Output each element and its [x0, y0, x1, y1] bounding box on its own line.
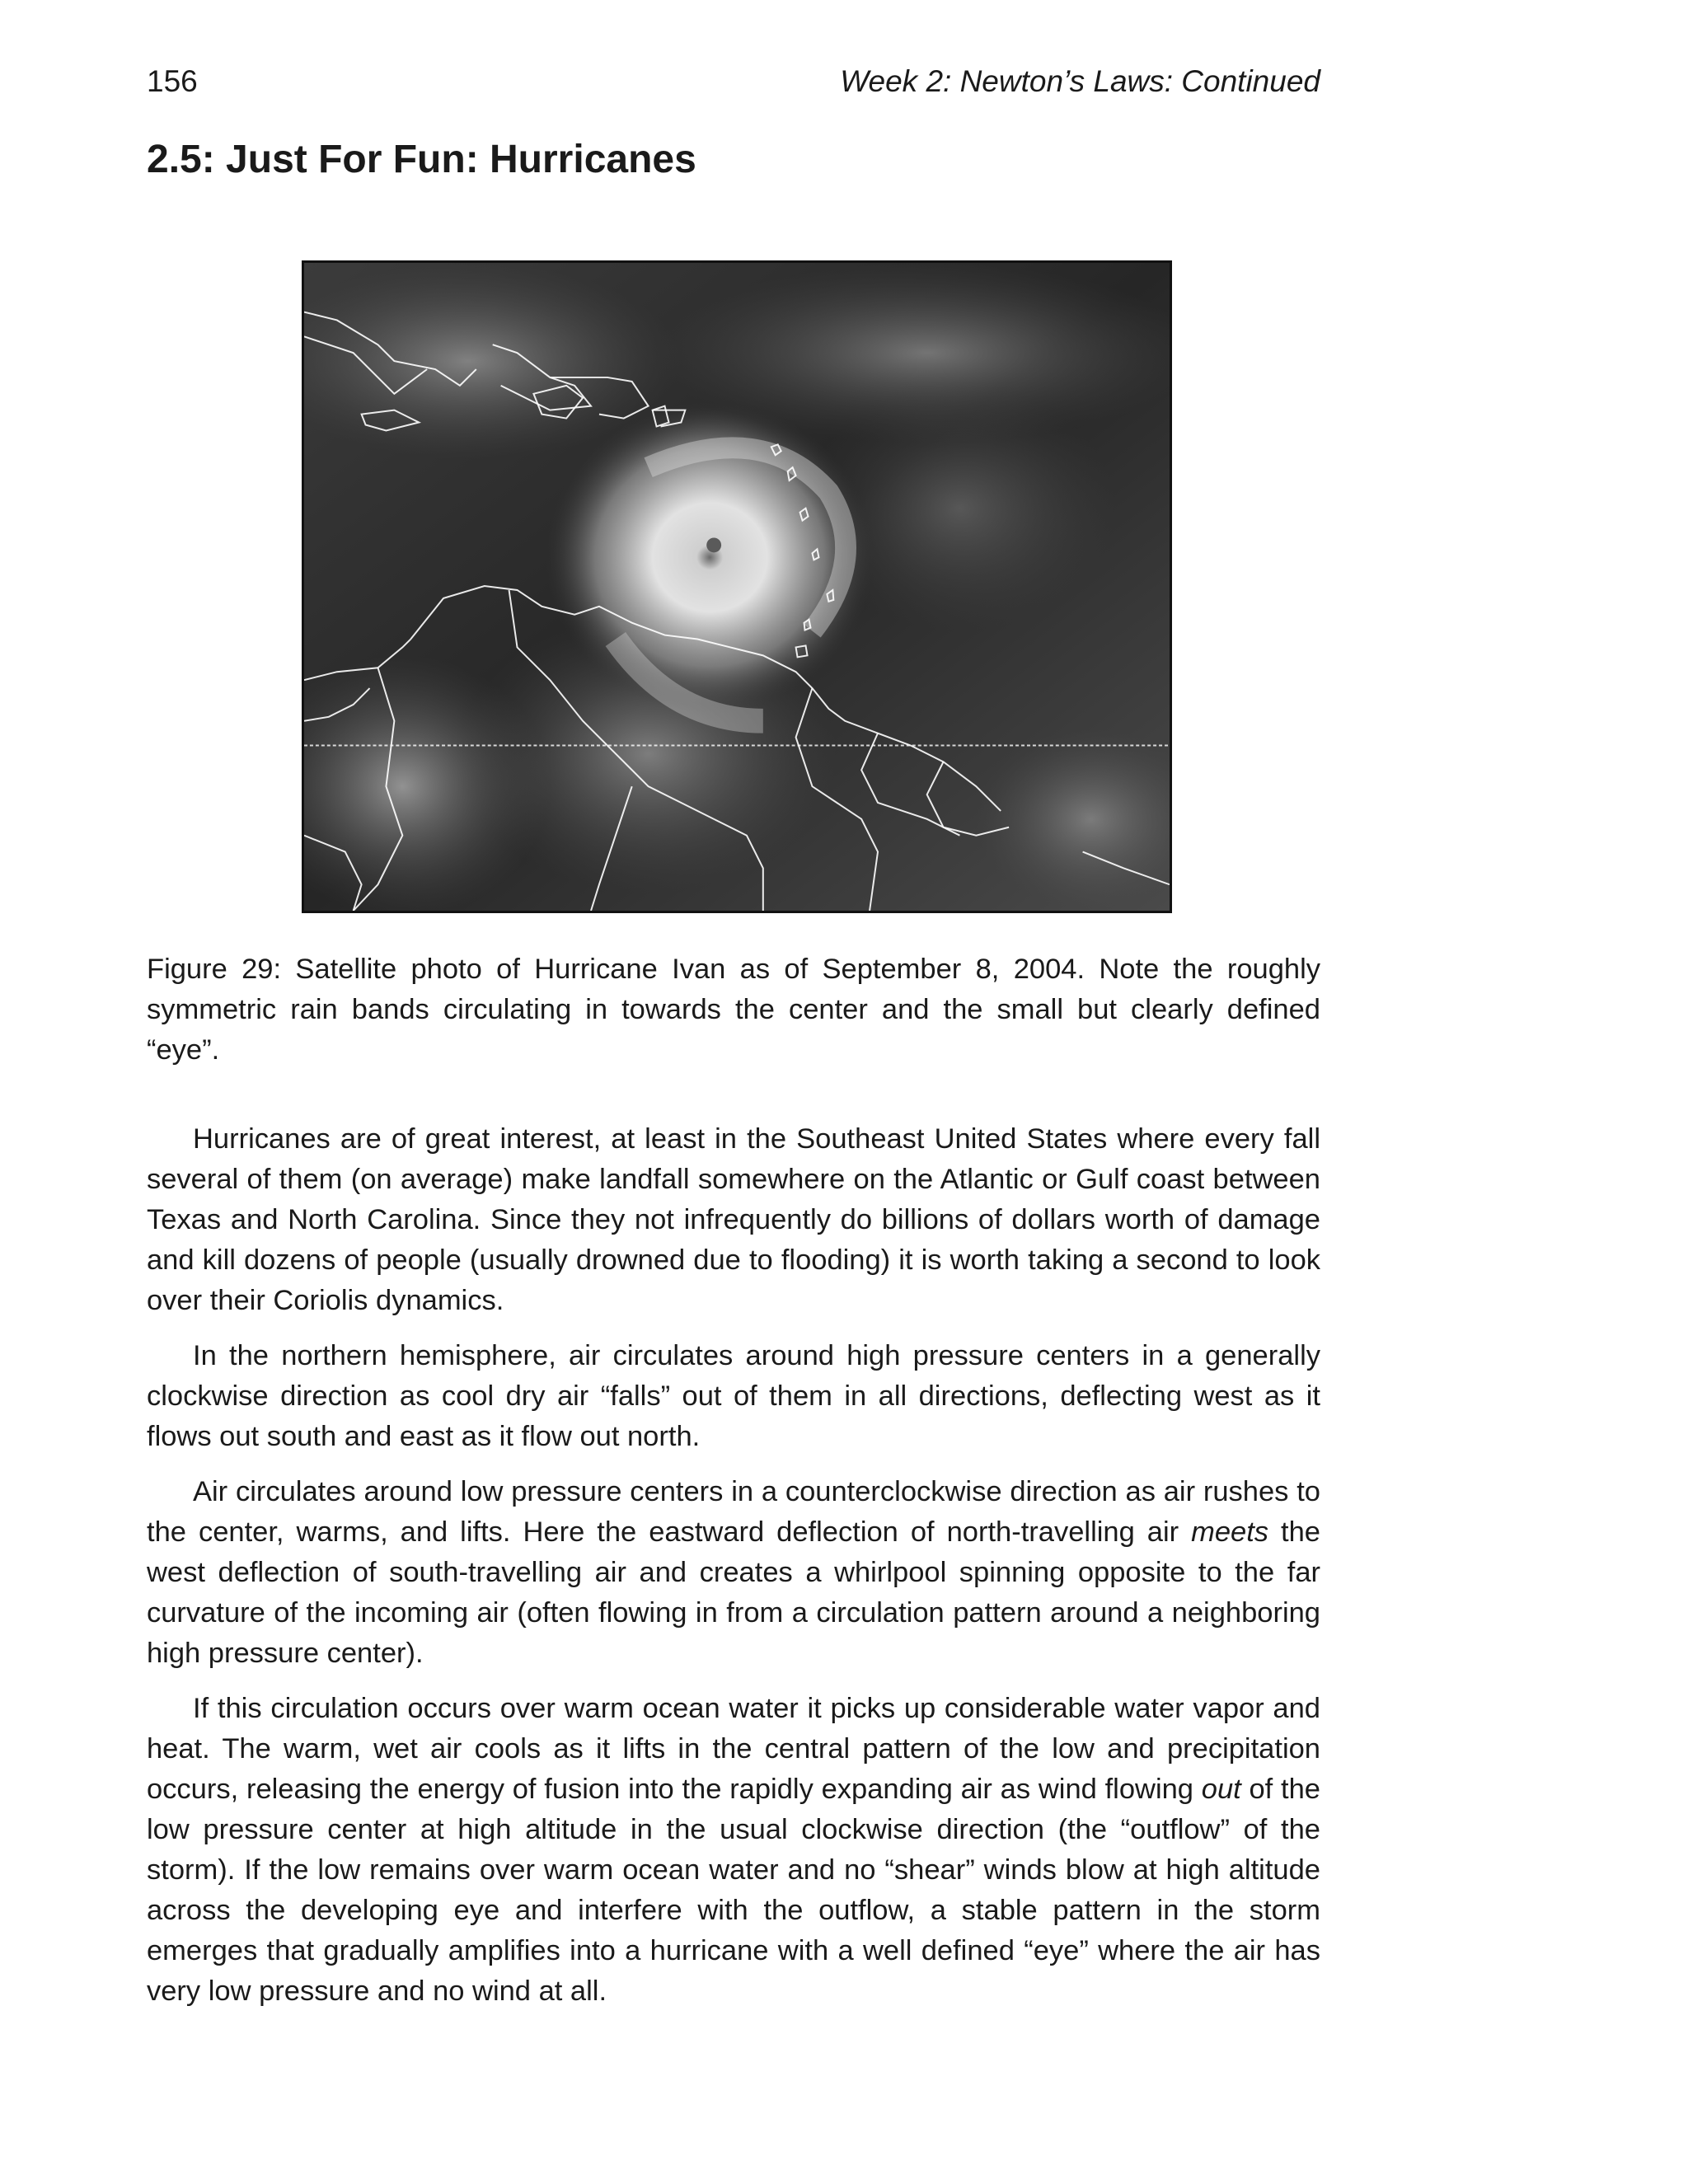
- body-text: [147, 1119, 1320, 2027]
- satellite-image: [304, 263, 1170, 911]
- satellite-photo: [302, 260, 1172, 913]
- paragraph-3-text-b: the west deflection of south-travelling air and creates a whirlpool spinning opposite to the far curvature of the incoming air (often flowing in from a circulation pattern around a neighboring high pressure center).: [147, 1516, 1320, 1669]
- section-title: 2.5: Just For Fun: Hurricanes: [147, 138, 696, 181]
- paragraph-3: [147, 1472, 1320, 1674]
- figure-caption: Figure 29: Satellite photo of Hurricane Ivan as of September 8, 2004. Note the roughly symmetric rain bands circulating in towards the center and the small but clearly defined “eye”.: [147, 954, 1320, 1066]
- paragraph-2: In the northern hemisphere, air circulates around high pressure centers in a generally clockwise direction as cool dry air “falls” out of them in all directions, deflecting west as it flows out south and east as it flow out north.: [147, 1340, 1320, 1452]
- paragraph-4-text-b: of the low pressure center at high altitude in the usual clockwise direction (the “outflow” of the storm). If the low remains over warm ocean water and no “shear” winds blow at high altitude across the developing eye and interfere with the outflow, a stable pattern in the storm emerges that gradually amplifies into a hurricane with a well defined “eye” where the air has very low pressure and no wind at all.: [147, 1774, 1320, 2007]
- paragraph-1: Hurricanes are of great interest, at least in the Southeast United States where every fall several of them (on average) make landfall somewhere on the Atlantic or Gulf coast between Texas and North Carolina. Since they not infrequently do billions of dollars worth of damage and kill dozens of people (usually drowned due to flooding) it is worth taking a second to look over their Coriolis dynamics.: [147, 1123, 1320, 1316]
- running-title: Week 2: Newton’s Laws: Continued: [840, 64, 1320, 98]
- paragraph-4-text-a: If this circulation occurs over warm ocean water it picks up considerable water vapor and heat. The warm, wet air cools as it lifts in the central pattern of the low and precipitation occurs, releasing the energy of fusion into the rapidly expanding air as wind flowing: [147, 1693, 1320, 1805]
- paragraph-3-text-a: Air circulates around low pressure centers in a counterclockwise direction as air rushes to the center, warms, and lifts. Here the eastward deflection of north-travelling air: [147, 1476, 1320, 1548]
- running-head: [147, 64, 1320, 105]
- paragraph-4: [147, 1689, 1320, 2012]
- page-number: 156: [147, 64, 198, 98]
- paragraph-4-emphasis: out: [1201, 1774, 1241, 1805]
- page: [147, 0, 1320, 2184]
- paragraph-3-emphasis: meets: [1191, 1516, 1269, 1548]
